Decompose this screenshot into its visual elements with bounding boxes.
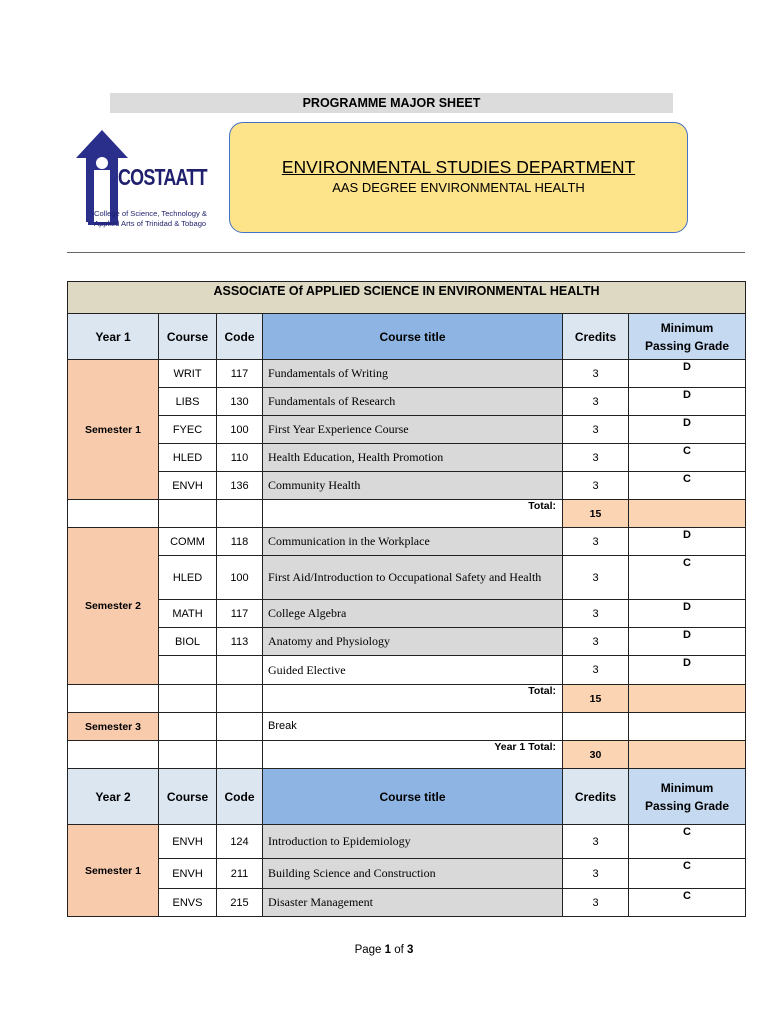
code-cell: 100 [217,416,263,444]
course-title-cell: First Aid/Introduction to Occupational Safety and Health [263,556,563,600]
course-title-cell: Building Science and Construction [263,859,563,889]
empty-cell [563,713,629,741]
empty-cell [159,500,217,528]
credits-cell: 3 [563,528,629,556]
semester-total-row [68,685,746,713]
empty-cell [68,741,159,769]
course-title-column-header: Course title [263,769,563,825]
course-cell: HLED [159,444,217,472]
year-label: Year 2 [68,769,159,825]
credits-column-header: Credits [563,769,629,825]
credits-cell: 3 [563,472,629,500]
grade-cell: D [629,528,746,556]
logo-subtitle [94,209,207,229]
course-cell: FYEC [159,416,217,444]
course-title-cell: Community Health [263,472,563,500]
semester-total-value: 15 [563,685,629,713]
department-box [229,122,688,233]
empty-cell [68,685,159,713]
course-title-cell: Break [263,713,563,741]
semester-total-label: Total: [263,500,563,528]
footer-prefix: Page [354,944,382,956]
code-cell: 136 [217,472,263,500]
course-title-cell: First Year Experience Course [263,416,563,444]
table-row [68,444,746,472]
course-cell: ENVH [159,472,217,500]
course-cell: BIOL [159,628,217,656]
table-row [68,416,746,444]
course-title-cell: Introduction to Epidemiology [263,825,563,859]
total-fill-cell [629,685,746,713]
credits-cell: 3 [563,825,629,859]
min-grade-column-header [629,314,746,360]
min-grade-column-header [629,769,746,825]
college-logo [72,120,207,240]
code-column-header: Code [217,769,263,825]
grade-cell: D [629,656,746,685]
year1-header-row [68,314,746,360]
grade-cell: D [629,360,746,388]
empty-cell [217,685,263,713]
page-footer [0,944,768,956]
code-cell: 124 [217,825,263,859]
semester-total-value: 15 [563,500,629,528]
credits-cell: 3 [563,444,629,472]
footer-page-total: 3 [407,944,414,956]
course-title-cell: Health Education, Health Promotion [263,444,563,472]
course-cell: HLED [159,556,217,600]
logo-brand-text: COSTAATT [118,164,207,190]
table-row [68,528,746,556]
total-fill-cell [629,741,746,769]
course-title-cell: Anatomy and Physiology [263,628,563,656]
grade-cell: C [629,556,746,600]
degree-title: AAS DEGREE ENVIRONMENTAL HEALTH [332,180,585,195]
programme-title: ASSOCIATE Of APPLIED SCIENCE IN ENVIRONMENTAL HEALTH [68,282,746,314]
course-column-header: Course [159,314,217,360]
course-cell: WRIT [159,360,217,388]
course-title-cell: Fundamentals of Research [263,388,563,416]
table-row [68,600,746,628]
course-title-column-header: Course title [263,314,563,360]
code-cell: 110 [217,444,263,472]
code-cell: 100 [217,556,263,600]
year2-header-row [68,769,746,825]
min-grade-line1: Minimum [660,320,714,335]
course-title-cell: Guided Elective [263,656,563,685]
semester-label: Semester 3 [68,713,159,741]
code-column-header: Code [217,314,263,360]
year-label: Year 1 [68,314,159,360]
department-title: ENVIRONMENTAL STUDIES DEPARTMENT [281,157,636,177]
footer-page-number: 1 [384,944,392,956]
code-cell: 118 [217,528,263,556]
year-total-value: 30 [563,741,629,769]
credits-cell: 3 [563,360,629,388]
course-cell [159,656,217,685]
semester-label: Semester 1 [68,360,159,500]
course-column-header: Course [159,769,217,825]
code-cell: 113 [217,628,263,656]
credits-cell: 3 [563,600,629,628]
course-cell: ENVS [159,889,217,917]
code-cell: 215 [217,889,263,917]
course-title-cell: Disaster Management [263,889,563,917]
code-cell: 117 [217,600,263,628]
grade-cell: D [629,600,746,628]
course-title-cell: Fundamentals of Writing [263,360,563,388]
credits-cell: 3 [563,889,629,917]
grade-cell: C [629,825,746,859]
course-cell: LIBS [159,388,217,416]
credits-cell: 3 [563,416,629,444]
semester-label: Semester 1 [68,825,159,917]
empty-cell [68,500,159,528]
year-total-row [68,741,746,769]
logo-subtitle-line2: Applied Arts of Trinidad & Tobago [94,219,207,228]
semester-total-label: Total: [263,685,563,713]
footer-of: of [394,944,404,956]
table-row [68,388,746,416]
table-row [68,859,746,889]
grade-cell: C [629,472,746,500]
grade-cell: C [629,889,746,917]
credits-cell: 3 [563,859,629,889]
empty-cell [159,741,217,769]
grade-cell: D [629,416,746,444]
course-cell: ENVH [159,859,217,889]
course-cell: ENVH [159,825,217,859]
year-total-label: Year 1 Total: [263,741,563,769]
empty-cell [629,713,746,741]
course-cell: COMM [159,528,217,556]
course-cell: MATH [159,600,217,628]
grade-cell: C [629,444,746,472]
credits-cell: 3 [563,556,629,600]
logo-subtitle-line1: College of Science, Technology & [94,209,207,218]
table-row [68,628,746,656]
grade-cell: D [629,628,746,656]
credits-cell: 3 [563,656,629,685]
header-divider [67,252,745,253]
credits-column-header: Credits [563,314,629,360]
grade-cell: D [629,388,746,416]
table-row [68,713,746,741]
course-title-cell: College Algebra [263,600,563,628]
course-title-cell: Communication in the Workplace [263,528,563,556]
table-row [68,889,746,917]
min-grade-line1: Minimum [660,780,714,795]
code-cell [217,656,263,685]
empty-cell [159,685,217,713]
code-cell: 211 [217,859,263,889]
sheet-title: PROGRAMME MAJOR SHEET [110,93,673,113]
semester-label: Semester 2 [68,528,159,685]
table-row [68,656,746,685]
credits-cell: 3 [563,388,629,416]
table-row [68,556,746,600]
table-row [68,825,746,859]
credits-cell: 3 [563,628,629,656]
code-cell: 130 [217,388,263,416]
min-grade-line2: Passing Grade [645,798,730,813]
empty-cell [217,500,263,528]
semester-total-row [68,500,746,528]
table-row [68,472,746,500]
grade-cell: C [629,859,746,889]
code-cell: 117 [217,360,263,388]
table-row [68,360,746,388]
min-grade-line2: Passing Grade [645,338,730,353]
programme-table [67,281,746,917]
empty-cell [217,713,263,741]
total-fill-cell [629,500,746,528]
empty-cell [159,713,217,741]
empty-cell [217,741,263,769]
